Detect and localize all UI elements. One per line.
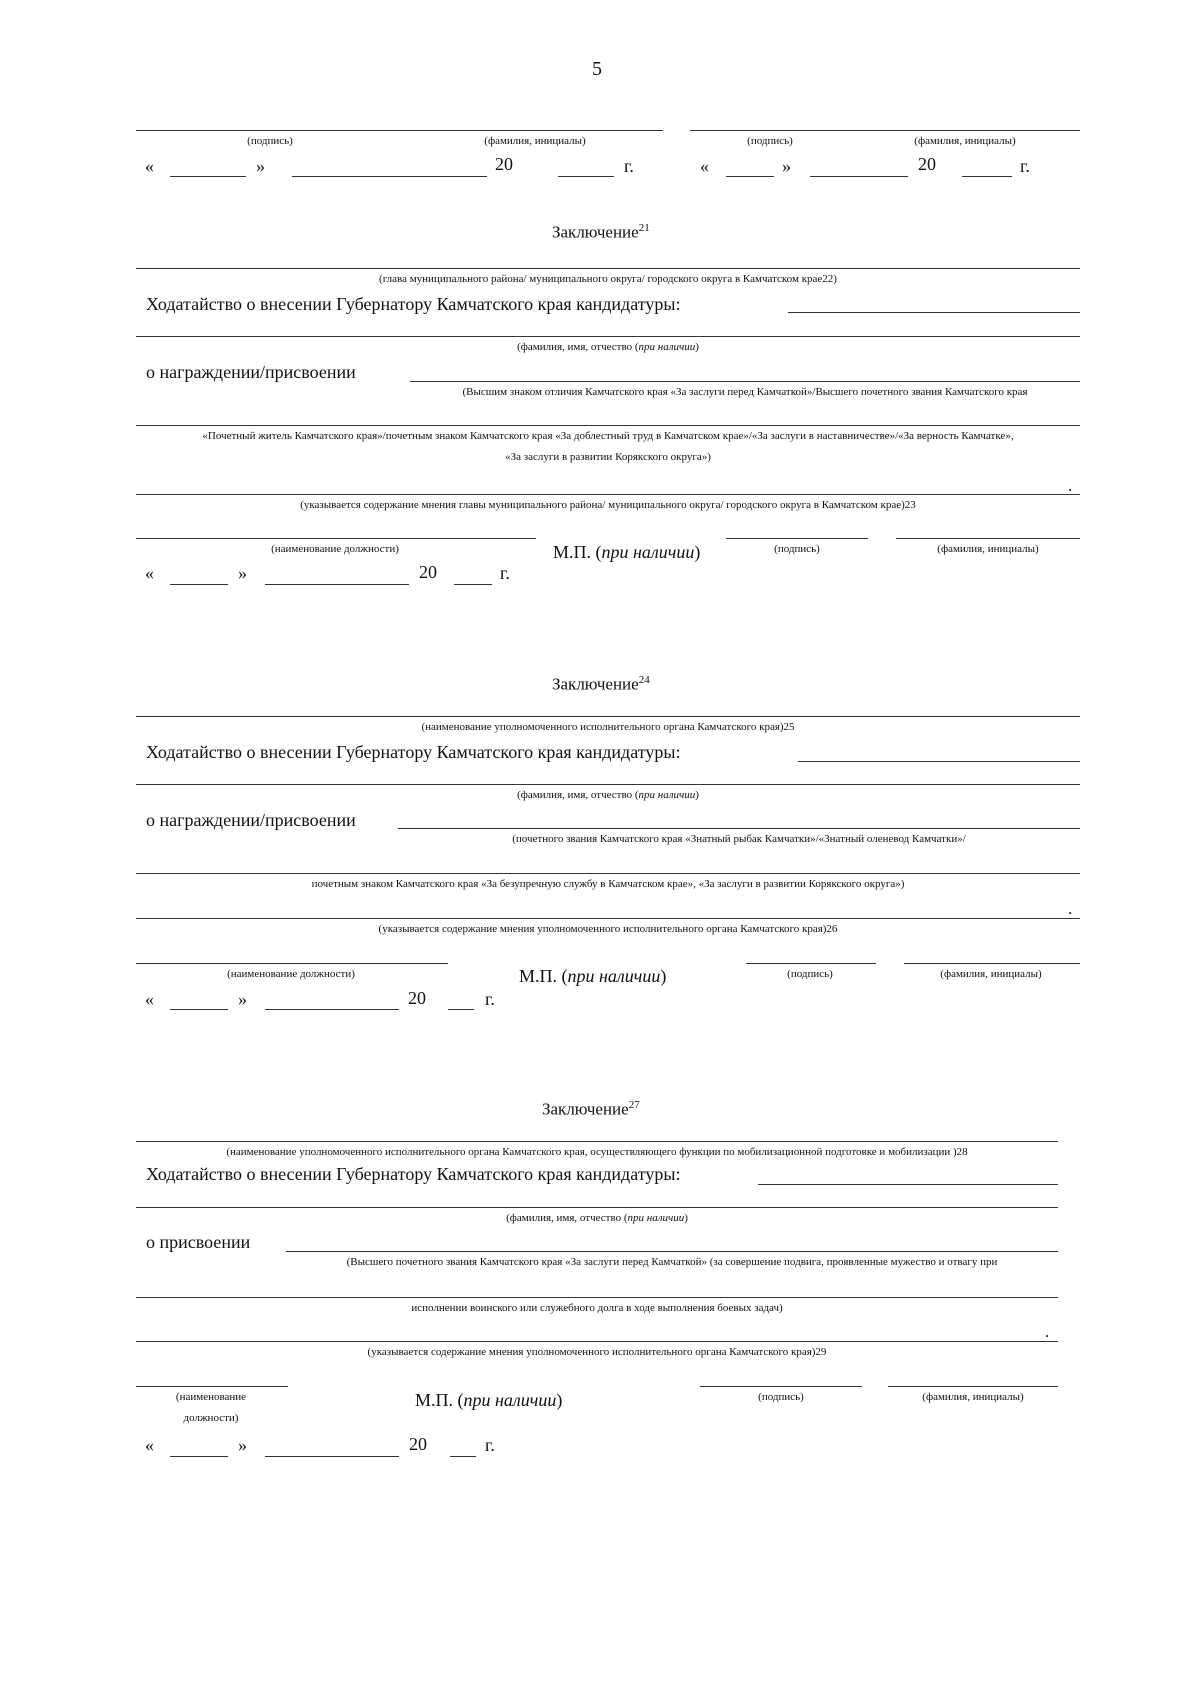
name-caption: (фамилия, инициалы) xyxy=(922,1391,1024,1403)
fio-line[interactable] xyxy=(136,784,1080,785)
footnote-ref: 24 xyxy=(638,674,650,686)
opinion-caption: (указывается содержание мнения уполномоченного исполнительного органа Камчатского края)29 xyxy=(367,1346,827,1358)
fio-line[interactable] xyxy=(136,336,1080,337)
year-blank[interactable] xyxy=(450,1456,476,1457)
authority-caption: (наименование уполномоченного исполнительного органа Камчатского края)25 xyxy=(421,721,795,733)
candidate-line[interactable] xyxy=(788,312,1080,313)
position-caption: (наименование должности) xyxy=(227,968,355,980)
candidate-line[interactable] xyxy=(758,1184,1058,1185)
position-line[interactable] xyxy=(136,1386,288,1387)
signature-line[interactable] xyxy=(700,1386,862,1387)
month-blank[interactable] xyxy=(265,1456,399,1457)
quote-close: » xyxy=(238,1435,247,1455)
petition-label: Ходатайство о внесении Губернатору Камчатского края кандидатуры: xyxy=(146,294,681,314)
quote-close: » xyxy=(256,156,265,176)
year-suffix: г. xyxy=(1020,156,1030,176)
position-line[interactable] xyxy=(136,538,536,539)
signature-caption: (подпись) xyxy=(774,543,820,555)
day-blank[interactable] xyxy=(726,176,774,177)
name-line[interactable] xyxy=(896,538,1080,539)
year-prefix: 20 xyxy=(495,154,513,174)
month-blank[interactable] xyxy=(265,584,409,585)
signature-caption: (подпись) xyxy=(758,1391,804,1403)
year-blank[interactable] xyxy=(448,1009,474,1010)
signature-line-left xyxy=(136,130,663,131)
section-title xyxy=(552,222,650,243)
award-label: о присвоении xyxy=(146,1232,251,1252)
year-suffix: г. xyxy=(485,1435,495,1455)
quote-open: « xyxy=(145,1435,154,1455)
fio-line[interactable] xyxy=(136,1207,1058,1208)
authority-line[interactable] xyxy=(136,268,1080,269)
year-blank[interactable] xyxy=(454,584,492,585)
section-title-text: Заключение xyxy=(552,674,639,694)
year-suffix: г. xyxy=(485,989,495,1009)
year-suffix: г. xyxy=(500,563,510,583)
year-suffix: г. xyxy=(624,156,634,176)
section-title-text: Заключение xyxy=(542,1099,629,1119)
quote-close: » xyxy=(238,563,247,583)
award-caption: (почетного звания Камчатского края «Знатный рыбак Камчатки»/«Знатный оленевод Камчатки»/ xyxy=(512,833,966,845)
authority-caption: (глава муниципального района/ муниципального округа/ городского округа в Камчатском крае22) xyxy=(379,273,837,285)
award-line[interactable] xyxy=(286,1251,1058,1252)
section-title-text: Заключение xyxy=(552,222,639,242)
opinion-line[interactable] xyxy=(136,1341,1058,1342)
page-number: 5 xyxy=(592,58,602,80)
award-caption-2: «Почетный житель Камчатского края»/почетным знаком Камчатского края «За доблестный труд в Камчатском крае»/«За заслуги в наставничестве»/«За верность Камчатке», xyxy=(202,430,1014,442)
opinion-caption: (указывается содержание мнения уполномоченного исполнительного органа Камчатского края)26 xyxy=(378,923,838,935)
petition-label: Ходатайство о внесении Губернатору Камчатского края кандидатуры: xyxy=(146,1164,681,1184)
award-caption: (Высшим знаком отличия Камчатского края «За заслуги перед Камчаткой»/Высшего почетного звания Камчатского края xyxy=(462,386,1028,398)
signature-caption: (подпись) xyxy=(787,968,833,980)
signature-line[interactable] xyxy=(746,963,876,964)
signature-line-right xyxy=(690,130,1080,131)
month-blank[interactable] xyxy=(265,1009,399,1010)
award-line[interactable] xyxy=(410,381,1080,382)
opinion-dot: . xyxy=(1045,1322,1050,1341)
name-caption: (фамилия, инициалы) xyxy=(940,968,1042,980)
award-caption-2: почетным знаком Камчатского края «За безупречную службу в Камчатском крае», «За заслуги в развитии Корякского округа») xyxy=(311,878,905,890)
fio-caption: (фамилия, имя, отчество (при наличии) xyxy=(517,341,699,353)
section-title xyxy=(552,674,650,695)
quote-open: « xyxy=(145,156,154,176)
opinion-dot: . xyxy=(1068,899,1073,918)
year-prefix: 20 xyxy=(409,1434,427,1454)
authority-line[interactable] xyxy=(136,1141,1058,1142)
quote-close: » xyxy=(238,989,247,1009)
award-label: о награждении/присвоении xyxy=(146,810,356,830)
position-caption: (наименование xyxy=(175,1391,247,1403)
award-caption-3: «За заслуги в развитии Корякского округа») xyxy=(505,451,711,463)
authority-line[interactable] xyxy=(136,716,1080,717)
year-prefix: 20 xyxy=(419,562,437,582)
year-blank[interactable] xyxy=(962,176,1012,177)
stamp-label: М.П. (при наличии) xyxy=(519,966,667,986)
year-prefix: 20 xyxy=(408,988,426,1008)
day-blank[interactable] xyxy=(170,176,246,177)
position-caption-2: должности) xyxy=(183,1412,239,1424)
opinion-line[interactable] xyxy=(136,494,1080,495)
caption-signature-left: (подпись) xyxy=(247,135,293,147)
name-line[interactable] xyxy=(904,963,1080,964)
candidate-line[interactable] xyxy=(798,761,1080,762)
opinion-line[interactable] xyxy=(136,918,1080,919)
caption-name-left: (фамилия, инициалы) xyxy=(484,135,586,147)
name-caption: (фамилия, инициалы) xyxy=(937,543,1039,555)
fio-caption: (фамилия, имя, отчество (при наличии) xyxy=(506,1212,688,1224)
stamp-label: М.П. (при наличии) xyxy=(415,1390,563,1410)
opinion-dot: . xyxy=(1068,476,1073,495)
quote-open: « xyxy=(700,156,709,176)
position-line[interactable] xyxy=(136,963,448,964)
month-blank[interactable] xyxy=(810,176,908,177)
authority-caption: (наименование уполномоченного исполнительного органа Камчатского края, осуществляющего функции по мобилизационной подготовке и мобилизации )28 xyxy=(226,1146,968,1158)
footnote-ref: 21 xyxy=(638,222,650,234)
month-blank[interactable] xyxy=(292,176,487,177)
day-blank[interactable] xyxy=(170,1009,228,1010)
day-blank[interactable] xyxy=(170,1456,228,1457)
award-line-2[interactable] xyxy=(136,1297,1058,1298)
quote-close: » xyxy=(782,156,791,176)
award-line[interactable] xyxy=(398,828,1080,829)
petition-label: Ходатайство о внесении Губернатору Камчатского края кандидатуры: xyxy=(146,742,681,762)
signature-line[interactable] xyxy=(726,538,868,539)
stamp-label: М.П. (при наличии) xyxy=(553,542,701,562)
caption-signature-right: (подпись) xyxy=(747,135,793,147)
fio-caption: (фамилия, имя, отчество (при наличии) xyxy=(517,789,699,801)
quote-open: « xyxy=(145,989,154,1009)
footnote-ref: 27 xyxy=(628,1099,640,1111)
section-title xyxy=(542,1099,640,1120)
award-line-2[interactable] xyxy=(136,425,1080,426)
day-blank[interactable] xyxy=(170,584,228,585)
year-prefix: 20 xyxy=(918,154,936,174)
quote-open: « xyxy=(145,563,154,583)
position-caption: (наименование должности) xyxy=(271,543,399,555)
caption-name-right: (фамилия, инициалы) xyxy=(914,135,1016,147)
year-blank[interactable] xyxy=(558,176,614,177)
award-caption-2: исполнении воинского или служебного долга в ходе выполнения боевых задач) xyxy=(411,1302,783,1314)
award-line-2[interactable] xyxy=(136,873,1080,874)
opinion-caption: (указывается содержание мнения главы муниципального района/ муниципального округа/ городского округа в Камчатском крае)23 xyxy=(300,499,916,511)
award-label: о награждении/присвоении xyxy=(146,362,356,382)
award-caption: (Высшего почетного звания Камчатского края «За заслуги перед Камчаткой» (за совершение подвига, проявленные мужество и отвагу при xyxy=(346,1256,998,1268)
name-line[interactable] xyxy=(888,1386,1058,1387)
